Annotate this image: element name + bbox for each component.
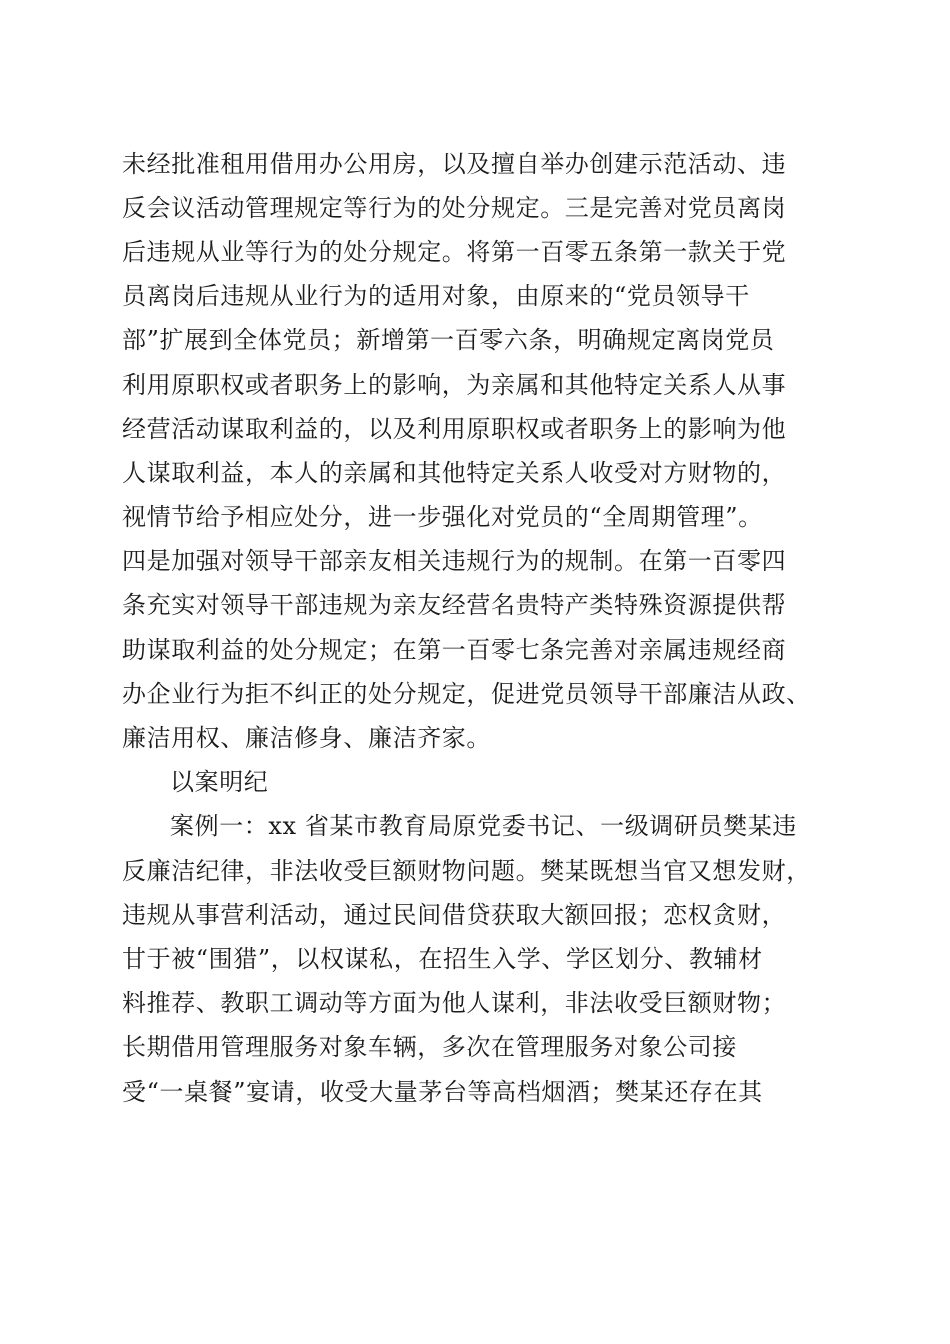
case-line: 受“一桌餐”宴请，收受大量茅台等高档烟酒；樊某还存在其 <box>122 1078 763 1106</box>
paragraph-line: 员离岗后违规从业行为的适用对象，由原来的“党员领导干 <box>122 282 750 310</box>
case-line: 甘于被“围猎”，以权谋私，在招生入学、学区划分、教辅材 <box>122 945 763 973</box>
paragraph-line: 部”扩展到全体党员；新增第一百零六条，明确规定离岗党员 <box>122 326 775 354</box>
paragraph-line: 人谋取利益，本人的亲属和其他特定关系人收受对方财物的， <box>122 459 787 487</box>
paragraph-line: 办企业行为拒不纠正的处分规定，促进党员领导干部廉洁从政、 <box>122 680 811 708</box>
paragraph-line: 视情节给予相应处分，进一步强化对党员的“全周期管理”。 <box>122 503 763 531</box>
paragraph-line: 助谋取利益的处分规定；在第一百零七条完善对亲属违规经商 <box>122 636 787 664</box>
paragraph-line: 条充实对领导干部违规为亲友经营名贵特产类特殊资源提供帮 <box>122 591 787 619</box>
case-line: 违规从事营利活动，通过民间借贷获取大额回报；恋权贪财， <box>122 901 787 929</box>
paragraph-line: 反会议活动管理规定等行为的处分规定。三是完善对党员离岗 <box>122 194 787 222</box>
case-line: 料推荐、教职工调动等方面为他人谋利，非法收受巨额财物； <box>122 989 787 1017</box>
paragraph-line: 未经批准租用借用办公用房，以及擅自举办创建示范活动、违 <box>122 150 787 178</box>
paragraph-line: 四是加强对领导干部亲友相关违规行为的规制。在第一百零四 <box>122 547 787 575</box>
paragraph-line: 廉洁用权、廉洁修身、廉洁齐家。 <box>122 724 491 752</box>
paragraph-line: 后违规从业等行为的处分规定。将第一百零五条第一款关于党 <box>122 238 787 266</box>
section-heading: 以案明纪 <box>170 768 269 796</box>
paragraph-line: 经营活动谋取利益的，以及利用原职权或者职务上的影响为他 <box>122 415 787 443</box>
case-line: 长期借用管理服务对象车辆，多次在管理服务对象公司接 <box>122 1033 737 1061</box>
case-line: 案例一：xx 省某市教育局原党委书记、一级调研员樊某违 <box>170 812 797 840</box>
paragraph-line: 利用原职权或者职务上的影响，为亲属和其他特定关系人从事 <box>122 371 787 399</box>
case-line: 反廉洁纪律，非法收受巨额财物问题。樊某既想当官又想发财， <box>122 857 811 885</box>
